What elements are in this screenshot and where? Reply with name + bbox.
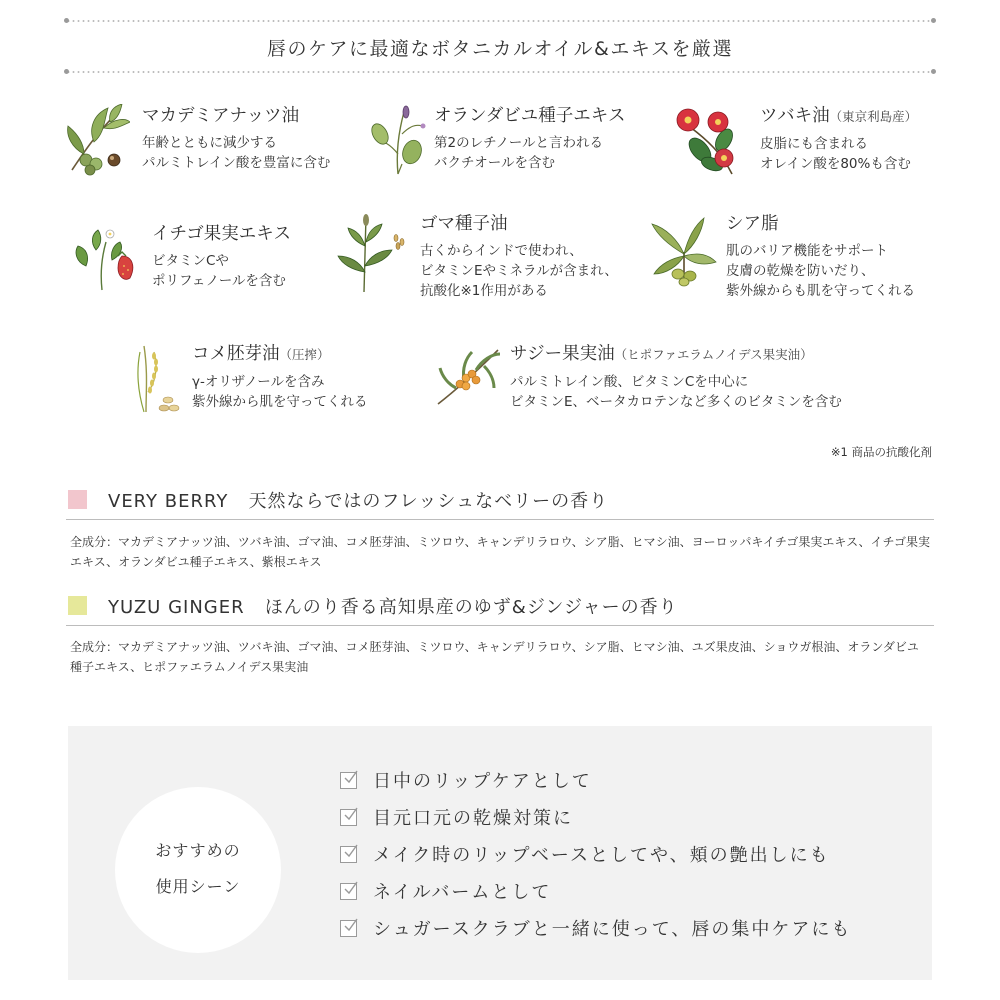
recommended-use-badge: [115, 787, 281, 953]
scent-ingredients-yuzu-ginger: [70, 637, 936, 677]
scent-title: [108, 593, 678, 619]
ingredient-desc-line: ビタミンE、ベータカロテンなど多くのビタミンを含む: [510, 394, 842, 410]
ingredient-desc-line: 紫外線から肌を守ってくれる: [192, 394, 368, 410]
ingredient-desc-line: 第2のレチノールと言われる: [434, 135, 603, 151]
ingredient-desc-line: オレイン酸を80%も含む: [760, 156, 911, 172]
rice-icon: [132, 342, 182, 414]
ingredient-desc-line: ポリフェノールを含む: [152, 273, 286, 289]
recommend-item-text: ネイルバームとして: [373, 882, 552, 903]
ingredient-desc-line: 皮脂にも含まれる: [760, 136, 868, 152]
scent-color-swatch: [68, 490, 87, 509]
recommend-item-text: メイク時のリップベースとしてや、頬の艶出しにも: [373, 845, 830, 866]
ingredient-name-main: サジー果実油: [510, 344, 615, 364]
ingredient-desc-line: 抗酸化※1作用がある: [420, 283, 548, 299]
ingredient-name-sub: （東京利島産）: [829, 109, 918, 124]
shea-icon: [648, 212, 718, 292]
ingredient-macadamia: [64, 104, 354, 184]
scent-name: YUZU GINGER: [108, 597, 245, 618]
ingredients-line: 全成分：マカデミアナッツ油、ツバキ油、ゴマ油、コメ胚芽油、ミツロウ、キャンデリラロウ、シア脂、ヒマシ油、ヨーロッパキイチゴ果実エキス、イチゴ果実: [70, 535, 931, 549]
ingredient-strawberry: [72, 222, 322, 302]
badge-line: 使用シーン: [155, 877, 241, 896]
ingredient-name: [510, 342, 900, 367]
ingredient-sesame: [336, 212, 636, 302]
ingredient-name: イチゴ果実エキス: [152, 224, 291, 244]
ingredient-desc-line: ビタミンCや: [152, 253, 229, 269]
ingredients-line: 種子エキス、ヒポファエラムノイデス果実油: [70, 660, 309, 674]
sesame-icon: [336, 212, 406, 294]
recommend-item-text: 日中のリップケアとして: [373, 771, 592, 792]
ingredient-rice: [132, 342, 402, 422]
ingredient-name: オランダビユ種子エキス: [434, 106, 626, 126]
ingredient-desc-line: 紫外線からも肌を守ってくれる: [726, 283, 915, 299]
ingredient-desc-line: 肌のバリア機能をサポート: [726, 243, 888, 259]
camellia-icon: [672, 104, 744, 176]
ingredient-name-main: コメ胚芽油: [192, 344, 280, 364]
recommended-use-panel: [68, 726, 932, 980]
ingredients-line: 全成分：マカデミアナッツ油、ツバキ油、ゴマ油、コメ胚芽油、ミツロウ、キャンデリラロウ、シア脂、ヒマシ油、ユズ果皮油、ショウガ根油、オランダビユ: [70, 640, 919, 654]
scent-tagline: ほんのり香る高知県産のゆず&ジンジャーの香り: [264, 597, 678, 618]
scent-tagline: 天然ならではのフレッシュなベリーの香り: [248, 491, 609, 512]
recommend-item-text: 目元口元の乾燥対策に: [373, 808, 573, 829]
page-title: 唇のケアに最適なボタニカルオイル&エキスを厳選: [267, 38, 733, 60]
ingredient-name: ゴマ種子油: [420, 214, 508, 234]
ingredients-line: エキス、オランダビユ種子エキス、紫根エキス: [70, 555, 322, 569]
scent-color-swatch: [68, 596, 87, 615]
purslane-icon: [368, 104, 428, 176]
ingredient-camellia: [672, 104, 942, 184]
scent-title: [108, 487, 608, 513]
recommend-item-text: シュガースクラブと一緒に使って、唇の集中ケアにも: [373, 919, 852, 940]
checkbox-icon: [340, 846, 357, 863]
scent-header-very-berry: [66, 490, 934, 520]
ingredient-desc-line: バクチオールを含む: [434, 155, 555, 171]
checkbox-icon: [340, 883, 357, 900]
ingredient-purslane: [368, 104, 658, 184]
ingredient-shea: [648, 212, 938, 302]
ingredient-name: [192, 342, 402, 367]
ingredient-desc-line: パルミトレイン酸を豊富に含む: [142, 155, 331, 171]
ingredient-name: [760, 104, 950, 129]
ingredient-desc-line: ビタミンEやミネラルが含まれ、: [420, 263, 618, 279]
ingredient-name: マカデミアナッツ油: [142, 106, 300, 126]
ingredient-sea-buckthorn: [436, 342, 896, 422]
ingredient-desc-line: 古くからインドで使われ、: [420, 243, 583, 259]
ingredient-name-sub: （圧搾）: [279, 347, 330, 362]
footnote: ※1 商品の抗酸化剤: [830, 445, 932, 459]
strawberry-icon: [72, 222, 142, 292]
ingredient-name: シア脂: [726, 214, 779, 234]
scent-header-yuzu-ginger: [66, 596, 934, 626]
badge-line: おすすめの: [155, 841, 241, 860]
checkbox-icon: [340, 809, 357, 826]
macadamia-icon: [64, 104, 130, 176]
top-dotted-divider: [66, 20, 934, 22]
checkbox-icon: [340, 772, 357, 789]
ingredient-name-main: ツバキ油: [760, 106, 830, 126]
scent-ingredients-very-berry: [70, 532, 936, 572]
ingredient-desc-line: 年齢とともに減少する: [142, 135, 277, 151]
ingredient-name-sub: （ヒポファエラムノイデス果実油）: [614, 347, 813, 362]
checkbox-icon: [340, 920, 357, 937]
title-dotted-divider: [66, 71, 934, 73]
sea-buckthorn-icon: [436, 342, 502, 408]
ingredient-desc-line: γ-オリザノールを含み: [192, 374, 325, 390]
scent-name: VERY BERRY: [108, 491, 229, 512]
ingredient-desc-line: パルミトレイン酸、ビタミンCを中心に: [510, 374, 749, 390]
ingredient-desc-line: 皮膚の乾燥を防いだり、: [726, 263, 875, 279]
